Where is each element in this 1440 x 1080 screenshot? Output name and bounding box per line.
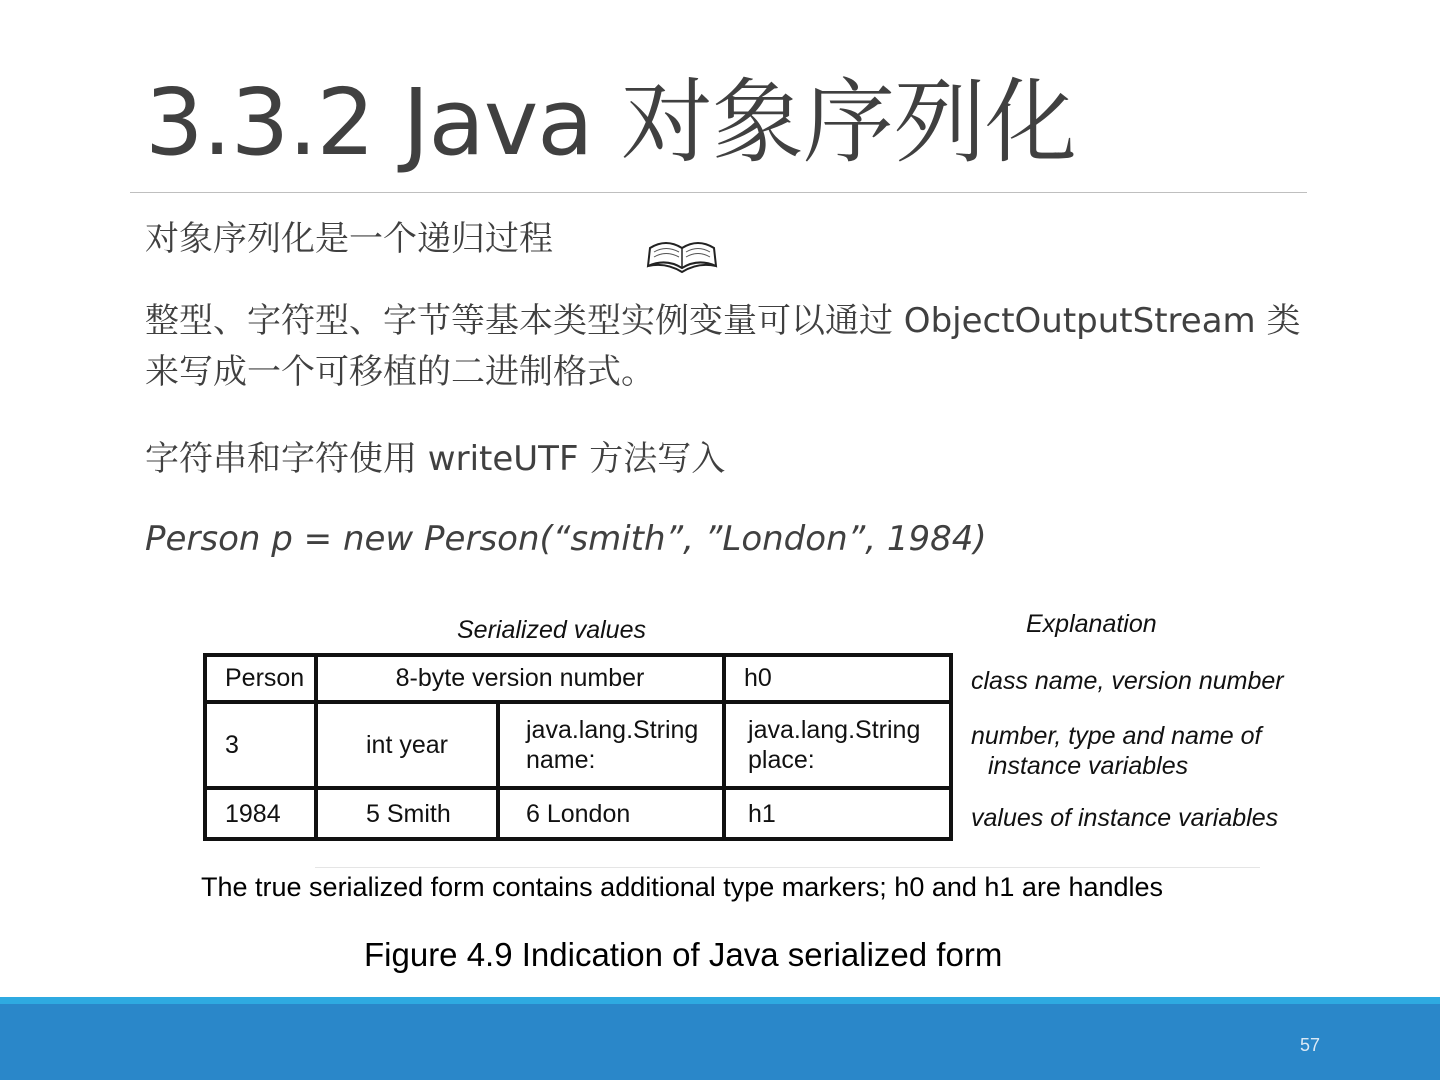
serialized-values-label: Serialized values: [457, 616, 646, 644]
page-number: 57: [1299, 1035, 1320, 1055]
figure-note: The true serialized form contains additional type markers; h0 and h1 are handles: [201, 872, 1164, 902]
figure-caption: Figure 4.9 Indication of Java serialized form: [364, 936, 1003, 973]
table-row: [205, 702, 951, 789]
open-book-icon: [646, 236, 718, 276]
serialized-form-table: [203, 653, 953, 841]
table-row: [205, 788, 951, 839]
bullet-4-code: Person p = new Person(“smith”, ”London”, 1984): [145, 519, 987, 559]
table-cell: 8-byte version number: [316, 655, 724, 702]
table-cell: 1984: [205, 788, 316, 839]
title-divider: [130, 192, 1307, 193]
table-cell: java.lang.String place:: [724, 702, 951, 789]
bullet-3: 字符串和字符使用 writeUTF 方法写入: [145, 439, 726, 479]
explanation-label: Explanation: [1026, 610, 1157, 638]
explanation-2-continued: instance variables: [988, 752, 1189, 780]
table-cell: h1: [724, 788, 951, 839]
explanation-1: class name, version number: [971, 667, 1284, 695]
table-row: [205, 655, 951, 702]
figure-divider: [315, 867, 1260, 868]
footer-bar: [0, 997, 1440, 1080]
bullet-1: 对象序列化是一个递归过程: [145, 219, 553, 259]
bullet-2: 整型、字符型、字节等基本类型实例变量可以通过 ObjectOutputStream 类来写成一个可移植的二进制格式。: [145, 301, 1301, 392]
table-cell: Person: [205, 655, 316, 702]
table-cell: int year: [316, 702, 498, 789]
footer-accent: [0, 997, 1440, 1004]
table-cell: h0: [724, 655, 951, 702]
table-cell: 6 London: [498, 788, 724, 839]
table-cell: 3: [205, 702, 316, 789]
explanation-2: number, type and name of: [971, 722, 1262, 750]
slide-title: 3.3.2 Java 对象序列化: [145, 69, 1076, 176]
explanation-3: values of instance variables: [971, 804, 1279, 832]
table-cell: 5 Smith: [316, 788, 498, 839]
table-cell: java.lang.String name:: [498, 702, 724, 789]
